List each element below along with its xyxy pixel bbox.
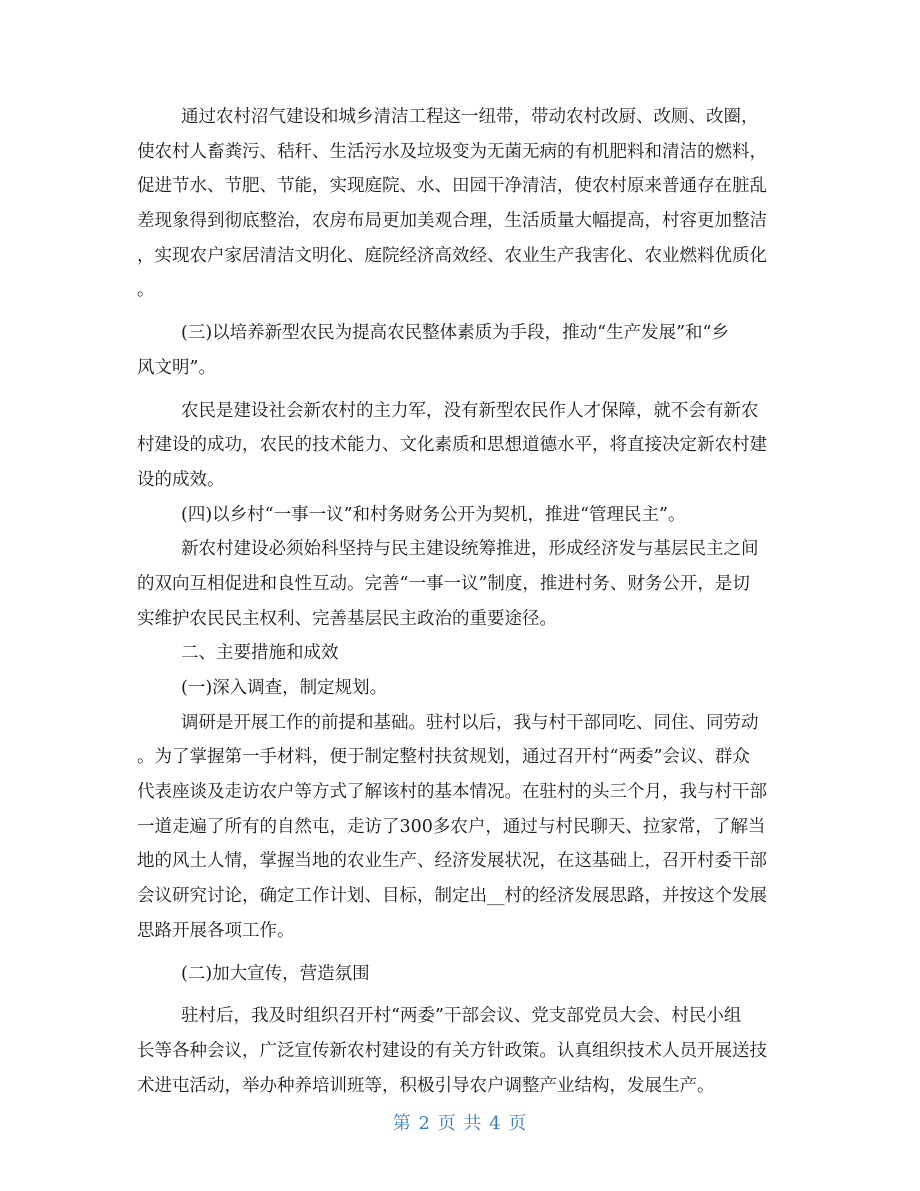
section-heading-4 bbox=[137, 498, 787, 533]
text-line: 。为了掌握第一手材料，便于制定整村扶贫规划，通过召开村“两委”会议、群众 bbox=[137, 747, 750, 768]
text-line: 实维护农民民主权利、完善基层民主政治的重要途径。 bbox=[137, 608, 557, 629]
section-heading-2 bbox=[137, 957, 787, 992]
text-line: 一道走遍了所有的自然屯，走访了300多农户，通过与村民聊天、拉家常，了解当 bbox=[137, 816, 766, 837]
section-heading-1 bbox=[137, 671, 787, 706]
page-number: 第 2 页 共 4 页 bbox=[392, 1113, 528, 1134]
text-line: 农民是建设社会新农村的主力军，没有新型农民作人才保障，就不会有新农 bbox=[181, 400, 759, 421]
text-line: 村建设的成功，农民的技术能力、文化素质和思想道德水平，将直接决定新农村建 bbox=[137, 435, 767, 456]
text-line: 二、主要措施和成效 bbox=[181, 643, 339, 664]
section-heading-3 bbox=[137, 316, 787, 385]
text-line: (三)以培养新型农民为提高农民整体素质为手段，推动“生产发展”和“乡 bbox=[181, 323, 729, 344]
text-line: 通过农村沼气建设和城乡清洁工程这一纽带，带动农村改厨、改厕、改圈， bbox=[181, 107, 759, 127]
paragraph bbox=[137, 394, 787, 498]
paragraph bbox=[137, 532, 787, 636]
text-line: 术进屯活动，举办种养培训班等，积极引导农户调整产业结构，发展生产。 bbox=[137, 1075, 715, 1096]
text-line: 。 bbox=[137, 280, 155, 301]
text-line: 代表座谈及走访农户等方式了解该村的基本情况。在驻村的头三个月，我与村干部 bbox=[137, 782, 767, 803]
text-line: 会议研究讨论，确定工作计划、目标，制定出__村的经济发展思路，并按这个发展 bbox=[137, 886, 767, 907]
text-line: 差现象得到彻底整治，农房布局更加美观合理，生活质量大幅提高，村容更加整洁 bbox=[137, 211, 767, 232]
text-line: 调研是开展工作的前提和基础。驻村以后，我与村干部同吃、同住、同劳动 bbox=[181, 712, 759, 733]
text-line: 新农村建设必须始科坚持与民主建设统筹推进，形成经济发与基层民主之间 bbox=[181, 539, 759, 560]
text-line: ，实现农户家居清洁文明化、庭院经济高效经、农业生产我害化、农业燃料优质化 bbox=[137, 245, 767, 266]
text-line: 使农村人畜粪污、秸秆、生活污水及垃圾变为无菌无病的有机肥料和清洁的燃料， bbox=[137, 141, 767, 162]
document-body bbox=[137, 100, 787, 1103]
text-line: 的双向互相促进和良性互动。完善“一事一议”制度，推进村务、财务公开，是切 bbox=[137, 573, 750, 594]
paragraph bbox=[137, 999, 787, 1103]
text-line: 驻村后，我及时组织召开村“两委”干部会议、党支部党员大会、村民小组 bbox=[181, 1006, 742, 1027]
text-line: (二)加大宣传，营造氛围 bbox=[181, 963, 370, 984]
text-line: 风文明”。 bbox=[137, 357, 216, 378]
text-line: 设的成效。 bbox=[137, 469, 225, 490]
text-line: 地的风土人情，掌握当地的农业生产、经济发展状况，在这基础上，召开村委干部 bbox=[137, 851, 767, 872]
paragraph bbox=[137, 706, 787, 949]
text-line: 长等各种会议，广泛宣传新农村建设的有关方针政策。认真组织技术人员开展送技 bbox=[137, 1040, 767, 1061]
text-line: 促进节水、节肥、节能，实现庭院、水、田园干净清洁，使农村原来普通存在脏乱 bbox=[137, 176, 767, 197]
text-line: (四)以乡村“一事一议”和村务财务公开为契机，推进“管理民主”。 bbox=[181, 504, 686, 525]
text-line: (一)深入调查，制定规划。 bbox=[181, 678, 388, 698]
section-title bbox=[137, 636, 787, 671]
paragraph bbox=[137, 100, 787, 308]
text-line: 思路开展各项工作。 bbox=[137, 920, 295, 941]
